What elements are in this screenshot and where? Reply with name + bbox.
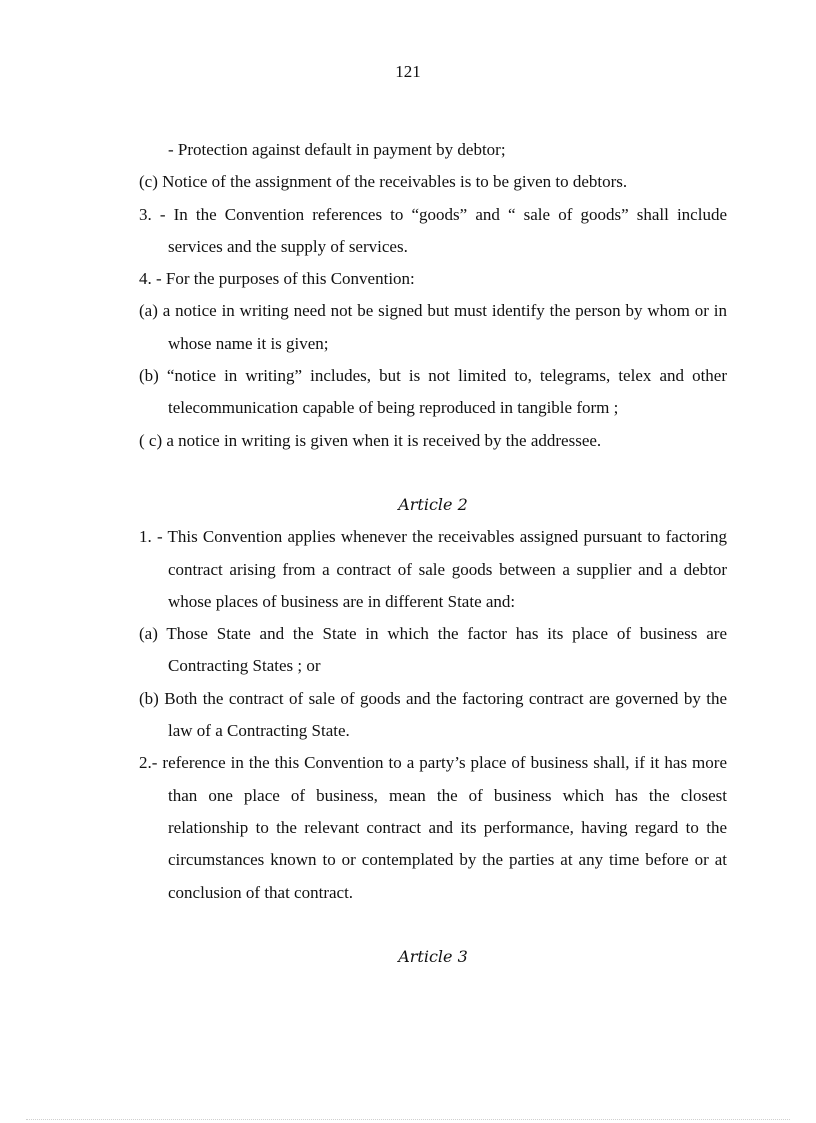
article-2-heading: Article 2 (398, 494, 468, 514)
list-item-c-notice: (c) Notice of the assignment of the receivables is to be given to debtors. (139, 172, 628, 192)
article-3-heading: Article 3 (398, 946, 468, 966)
paragraph-3-goods: 3. - In the Convention references to “goods” and “ sale of goods” shall include services and the supply of services. (139, 204, 727, 256)
list-item-a-notice-writing: (a) a notice in writing need not be signed but must identify the person by whom or in whose name it is given; (139, 301, 727, 353)
page-number: 121 (395, 62, 421, 81)
list-item-c-notice-given: ( c) a notice in writing is given when it is received by the addressee. (139, 430, 602, 450)
article-2-list-item-a: (a) Those State and the State in which the factor has its place of business are Contracting States ; or (139, 624, 727, 676)
paragraph-4-purposes: 4. - For the purposes of this Convention: (139, 269, 415, 289)
page-bottom-divider (26, 1119, 790, 1120)
list-item-protection: - Protection against default in payment by debtor; (168, 140, 506, 159)
document-body (139, 134, 727, 973)
article-2-paragraph-1: 1. - This Convention applies whenever the receivables assigned pursuant to factoring contract arising from a contract of sale goods between a supplier and a debtor whose places of business are in different State and: (139, 527, 727, 611)
article-2-list-item-b: (b) Both the contract of sale of goods and the factoring contract are governed by the law of a Contracting State. (139, 688, 727, 741)
list-item-b-notice-in-writing: (b) “notice in writing” includes, but is not limited to, telegrams, telex and other telecommunication capable of being reproduced in tangible form ; (139, 366, 727, 418)
article-2-paragraph-2: 2.- reference in the this Convention to a party’s place of business shall, if it has more than one place of business, mean the of business which has the closest relationship to the relevant contract and its performance, having regard to the circumstances known to or contemplated by the parties at any time before or at conclusion of that contract. (139, 753, 727, 902)
